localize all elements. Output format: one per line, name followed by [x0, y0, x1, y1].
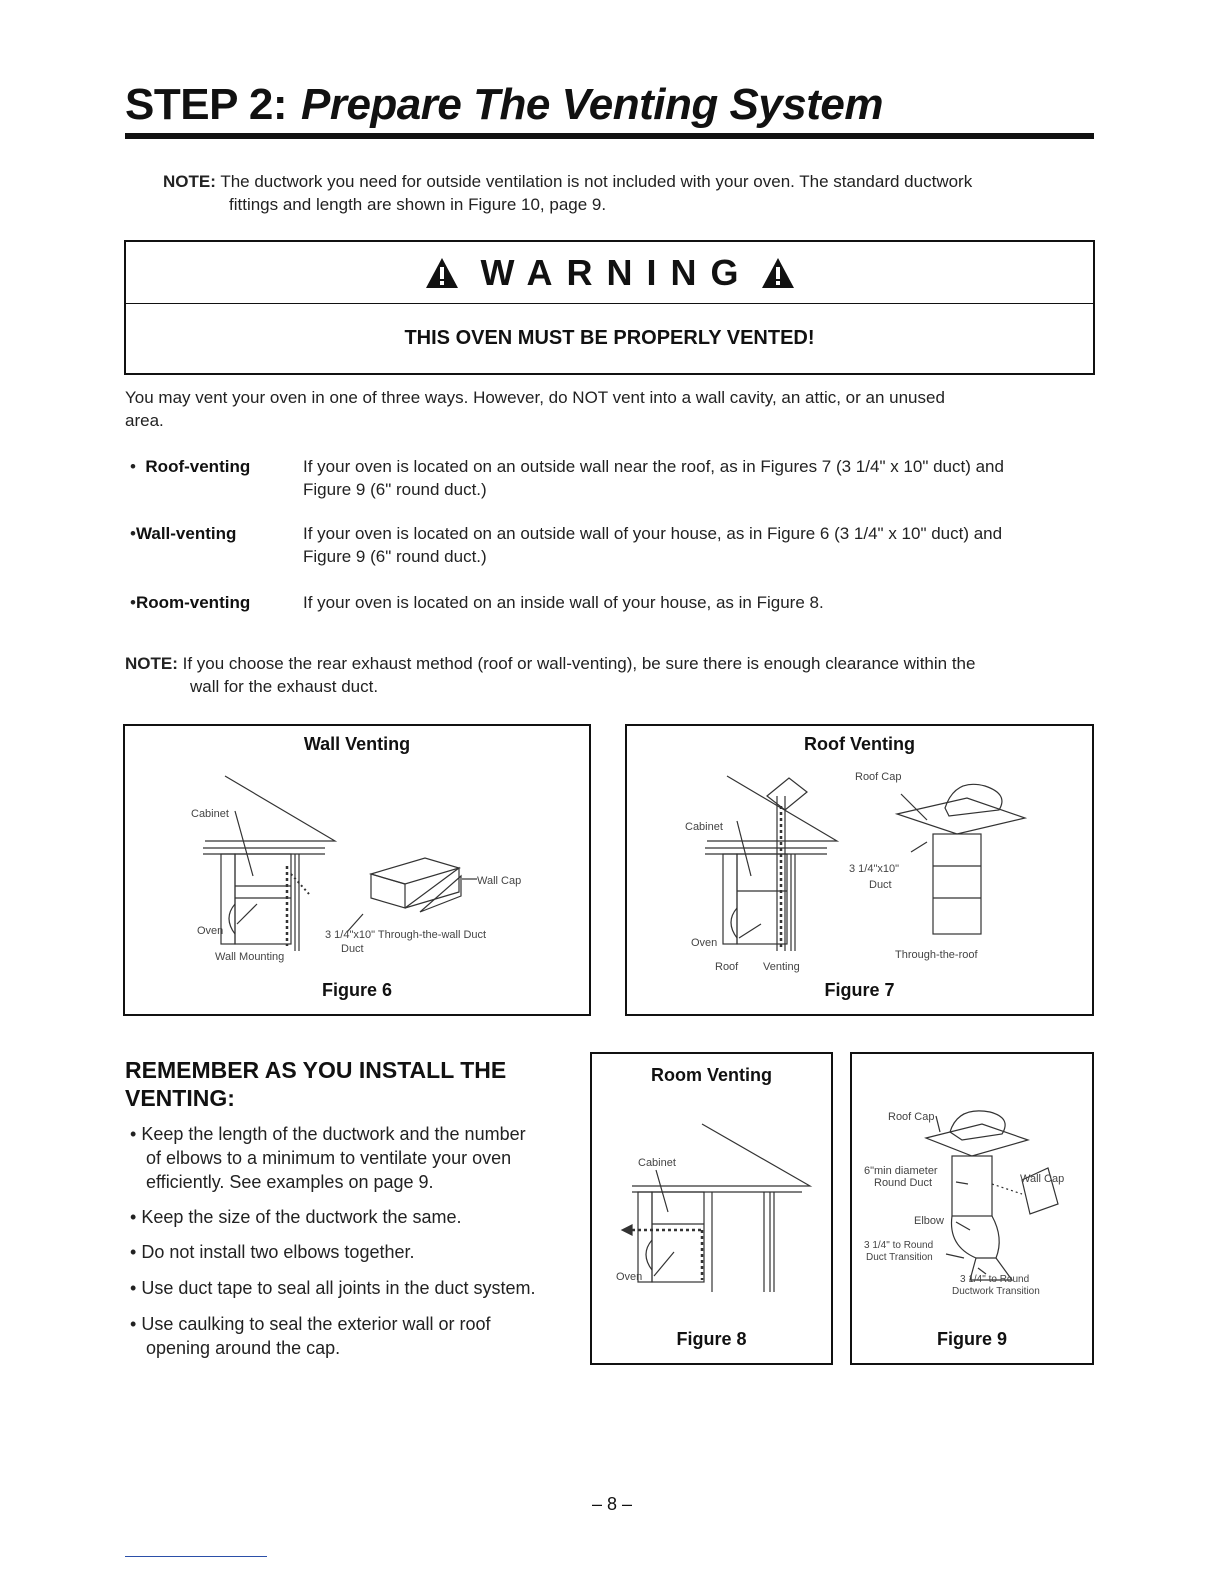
label-duct: 3 1/4"x10" Through-the-wall Duct [325, 929, 487, 941]
footer-line [125, 1556, 267, 1557]
label-duct-2: Duct [341, 943, 364, 955]
method-wall-desc [303, 522, 1098, 568]
round-duct-diagram [852, 1054, 1092, 1363]
label-cabinet: Cabinet [191, 808, 229, 820]
label-transition-1b: Duct Transition [866, 1252, 933, 1263]
label-cabinet: Cabinet [638, 1157, 676, 1169]
desc-line: Figure 9 (6" round duct.) [303, 480, 487, 499]
heading-line-2: VENTING: [125, 1085, 235, 1111]
desc-line: If your oven is located on an outside wall near the roof, as in Figures 7 (3 1/4" x 10" duct) and [303, 457, 1004, 476]
method-roof-label [130, 455, 250, 478]
label-duct-2: Duct [869, 879, 892, 891]
bullet: • [130, 1207, 137, 1227]
method-room-label [130, 591, 250, 614]
desc-line: Figure 9 (6" round duct.) [303, 547, 487, 566]
label-venting: Venting [763, 961, 800, 973]
figure-caption: Figure 6 [321, 980, 392, 1000]
figure-title: Wall Venting [303, 734, 411, 754]
remember-item [130, 1276, 580, 1300]
bullet: • [130, 524, 136, 543]
figure-caption: Figure 9 [936, 1329, 1007, 1349]
item-line: Do not install two elbows together. [141, 1242, 415, 1262]
label-through-roof: Through-the-roof [895, 949, 978, 961]
label-wall-cap: Wall Cap [477, 875, 522, 887]
label-oven: Oven [197, 925, 224, 937]
remember-item [130, 1205, 580, 1229]
method-room-desc [303, 591, 1098, 614]
figure-title: Roof Venting [804, 734, 915, 754]
warning-triangle-icon [761, 257, 795, 289]
remember-item [130, 1122, 580, 1194]
item-line: opening around the cap. [146, 1338, 341, 1358]
note-clearance [125, 652, 1095, 698]
note-label: NOTE: [125, 654, 178, 673]
desc-line: If your oven is located on an outside wall of your house, as in Figure 6 (3 1/4" x 10" duct) and [303, 524, 1003, 543]
warning-header [126, 242, 1093, 304]
bullet: • [130, 1242, 137, 1262]
note-ductwork [163, 170, 1093, 216]
warning-triangle-icon [425, 257, 459, 289]
label-wall-mounting: Wall Mounting [215, 951, 285, 963]
step-label: STEP 2: [125, 80, 287, 129]
figure-caption: Figure 8 [676, 1329, 747, 1349]
bullet: • [130, 593, 136, 612]
figure-7-roof-venting [625, 724, 1094, 1016]
remember-heading [125, 1056, 565, 1112]
label-transition-2a: 3 1/4" to Round [960, 1274, 1030, 1285]
intro-paragraph [125, 386, 1085, 432]
item-line: Keep the length of the ductwork and the number [141, 1124, 526, 1144]
label-duct: 3 1/4"x10" [849, 863, 900, 875]
figure-caption: Figure 7 [824, 980, 895, 1000]
remember-item [130, 1312, 580, 1360]
method-roof-desc [303, 455, 1098, 501]
method-name: Room-venting [135, 593, 251, 612]
page-number: – 8 – [591, 1494, 633, 1514]
label-elbow: Elbow [914, 1215, 944, 1227]
note-line-2: fittings and length are shown in Figure 10, page 9. [229, 195, 607, 214]
label-transition-2b: Ductwork Transition [952, 1286, 1040, 1297]
label-round-duct: Round Duct [874, 1177, 933, 1189]
title-rule [125, 133, 1094, 139]
bullet: • [130, 1278, 137, 1298]
warning-message: THIS OVEN MUST BE PROPERLY VENTED! [404, 326, 815, 349]
bullet: • [130, 1314, 137, 1334]
bullet: • [130, 1124, 137, 1144]
label-min-diameter: 6"min diameter [864, 1165, 938, 1177]
label-roof: Roof [715, 961, 739, 973]
label-roof-cap: Roof Cap [888, 1111, 935, 1123]
note-line-1: If you choose the rear exhaust method (roof or wall-venting), be sure there is enough clearance within the [182, 654, 976, 673]
item-line: efficiently. See examples on page 9. [146, 1172, 434, 1192]
note-line-2: wall for the exhaust duct. [190, 677, 379, 696]
label-oven: Oven [691, 937, 718, 949]
heading-line-1: REMEMBER AS YOU INSTALL THE [125, 1057, 507, 1083]
page-title [125, 80, 883, 130]
intro-line-1: You may vent your oven in one of three ways. However, do NOT vent into a wall cavity, an attic, or an unused [125, 388, 945, 407]
warning-word: WARNING [480, 251, 753, 293]
item-line: Use caulking to seal the exterior wall or roof [141, 1314, 491, 1334]
label-transition-1a: 3 1/4" to Round [864, 1240, 934, 1251]
figure-9-round-duct [850, 1052, 1094, 1365]
label-oven: Oven [616, 1271, 643, 1283]
label-wall-cap: Wall Cap [1020, 1173, 1065, 1185]
label-cabinet: Cabinet [685, 821, 723, 833]
item-line: Keep the size of the ductwork the same. [141, 1207, 462, 1227]
roof-venting-diagram [627, 726, 1092, 1014]
desc-line: If your oven is located on an inside wall of your house, as in Figure 8. [303, 593, 824, 612]
wall-venting-diagram [125, 726, 589, 1014]
bullet: • [130, 457, 136, 476]
item-line: Use duct tape to seal all joints in the duct system. [141, 1278, 536, 1298]
item-line: of elbows to a minimum to ventilate your oven [146, 1148, 512, 1168]
figure-8-room-venting [590, 1052, 833, 1365]
step-title: Prepare The Venting System [300, 80, 883, 129]
figure-6-wall-venting [123, 724, 591, 1016]
remember-item [130, 1240, 580, 1264]
intro-line-2: area. [125, 411, 164, 430]
warning-box [124, 240, 1095, 375]
figure-title: Room Venting [651, 1065, 772, 1085]
label-roof-cap: Roof Cap [855, 771, 902, 783]
method-wall-label [130, 522, 236, 545]
note-label: NOTE: [163, 172, 216, 191]
method-name: Wall-venting [135, 524, 237, 543]
note-line-1: The ductwork you need for outside ventilation is not included with your oven. The standard ductwork [220, 172, 973, 191]
room-venting-diagram [592, 1054, 831, 1363]
method-name: Roof-venting [145, 457, 251, 476]
